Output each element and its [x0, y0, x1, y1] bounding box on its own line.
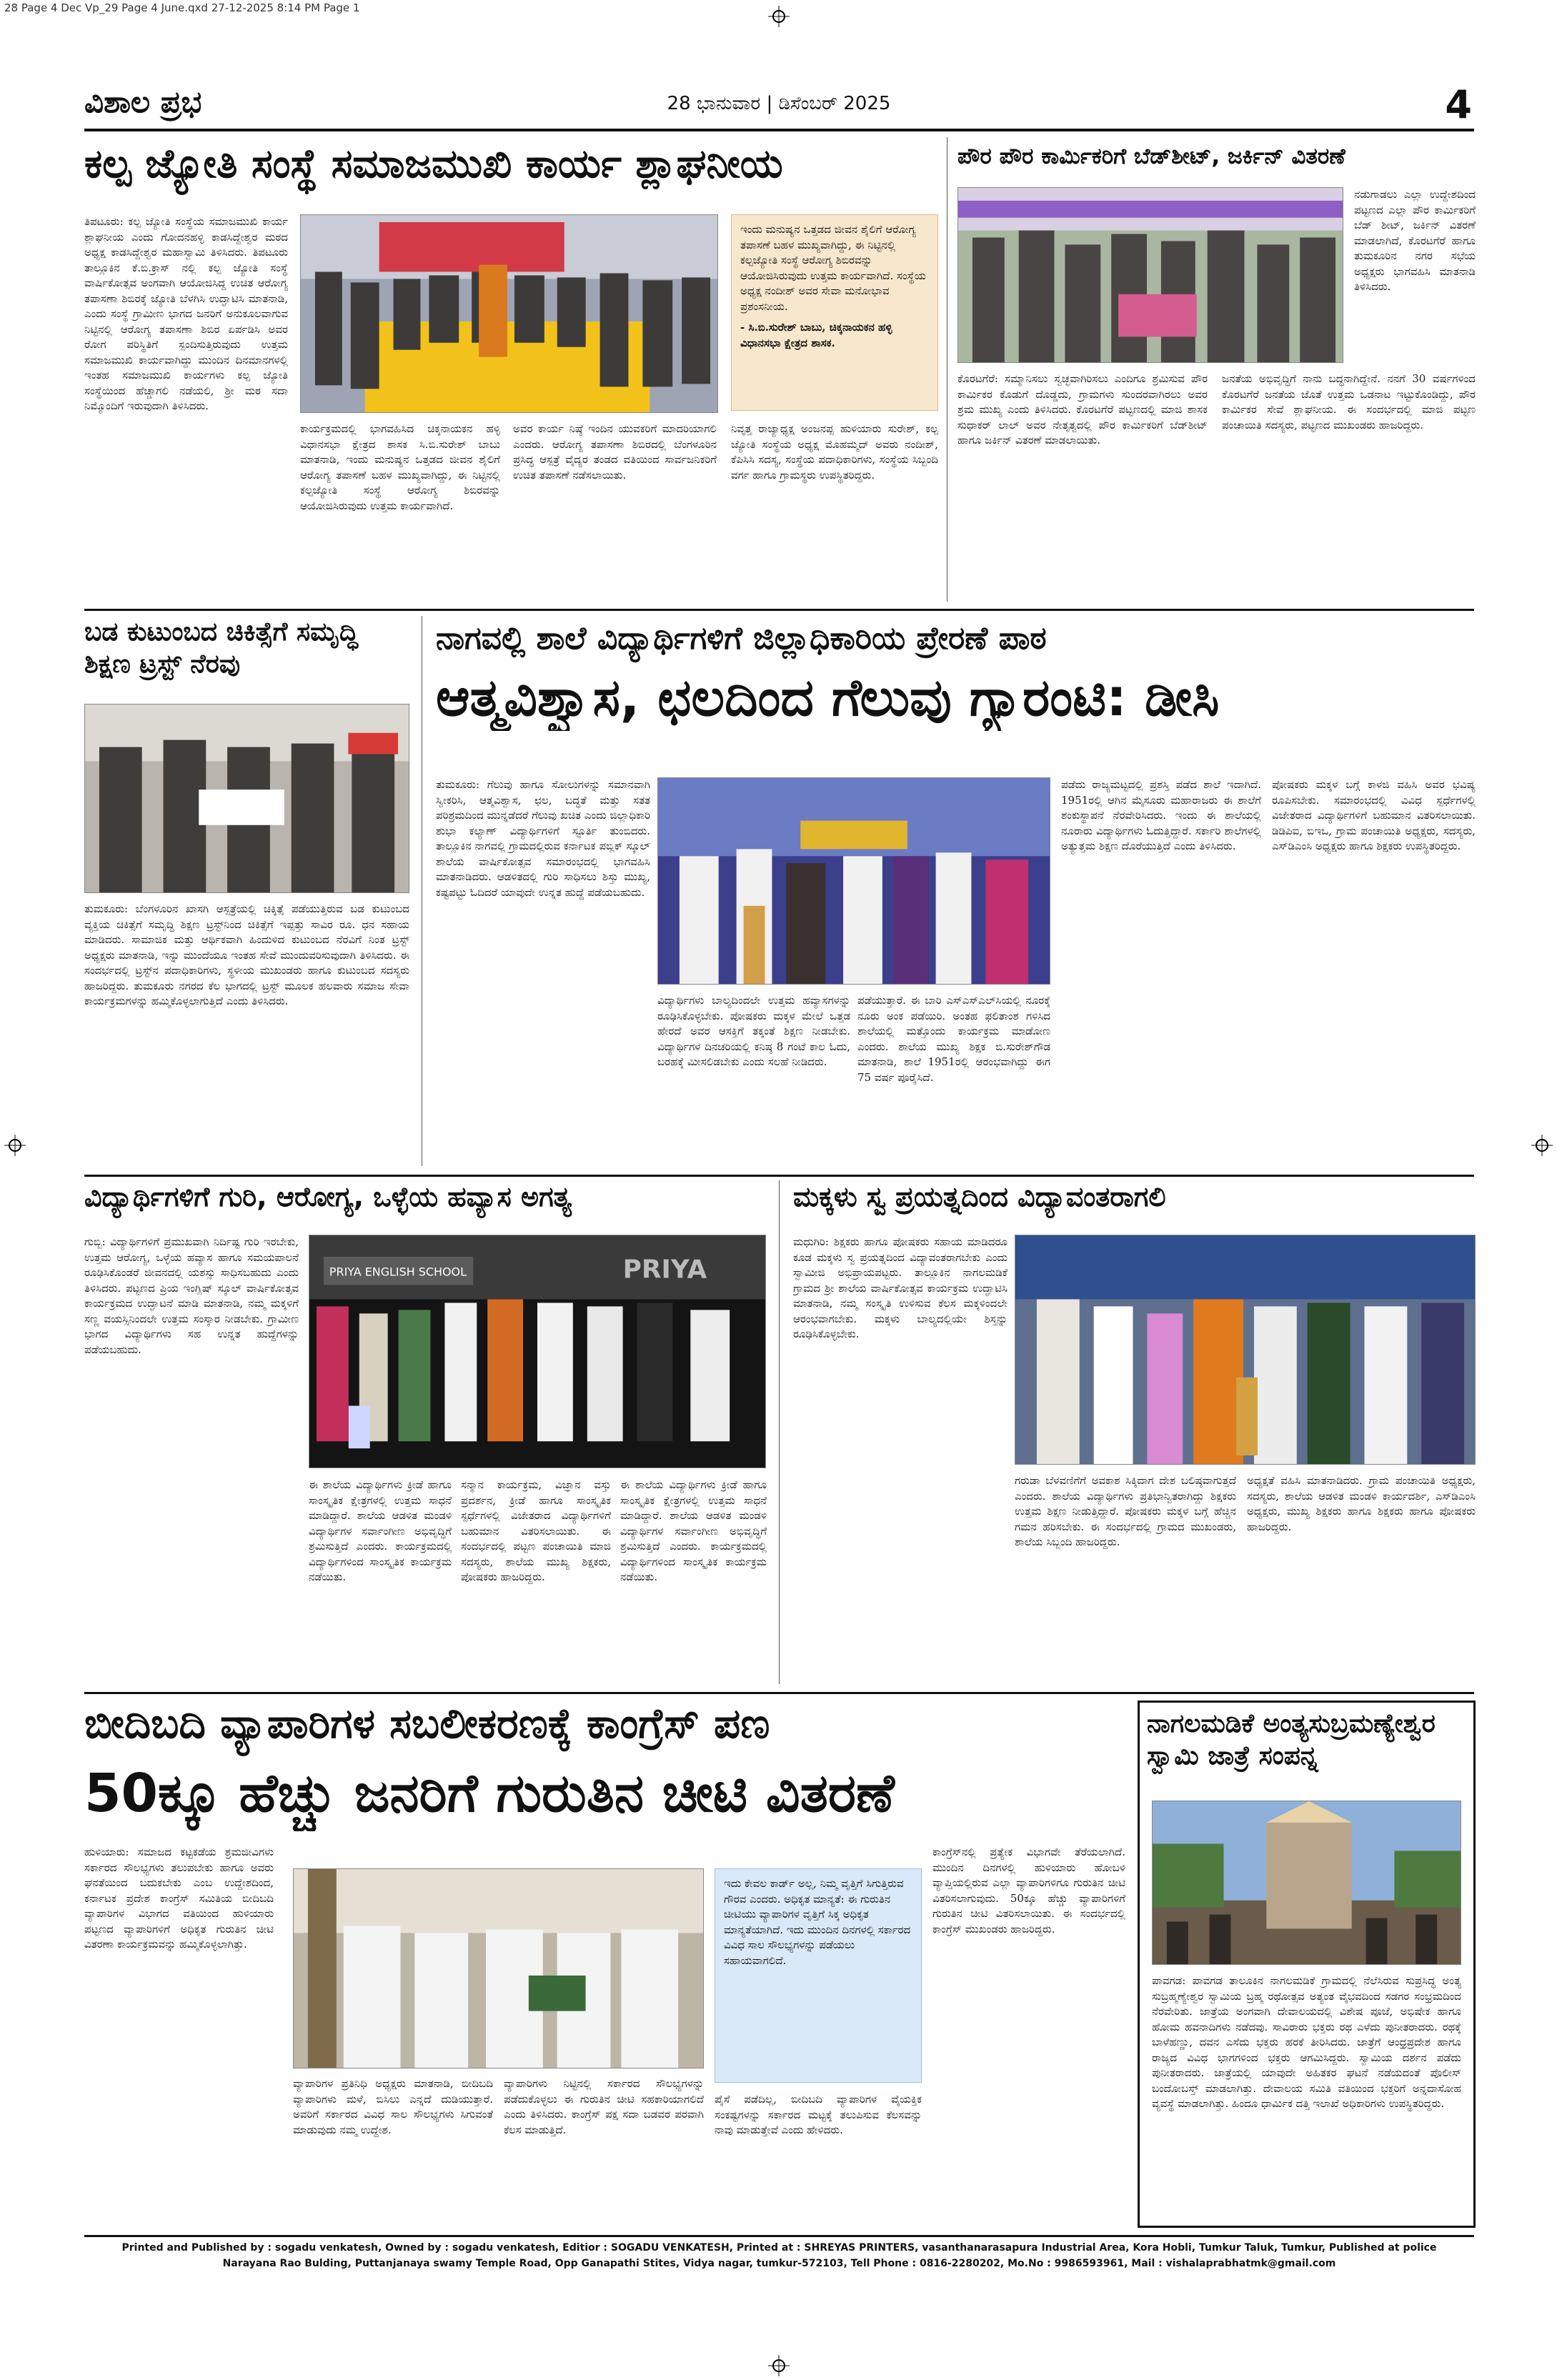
page-number: 4	[1445, 82, 1472, 127]
story8-photo	[1152, 1801, 1461, 1965]
story4-body-col4: ಪಡೆದು ರಾಜ್ಯಮಟ್ಟದಲ್ಲಿ ಪ್ರಶಸ್ತಿ ಪಡೆದ ಶಾಲೆ ಇದಾಗಿದೆ. 1951ರಲ್ಲಿ ಆಗಿನ ಮೈಸೂರು ಮಹಾರಾಜರು ಈ ಶಾಲೆಗೆ ಶಂಕುಸ್ಥಾಪನೆ ನೆರವೇರಿಸಿದರು. ಇಂದು ಈ ಶಾಲೆಯಲ್ಲಿ ನೂರಾರು ವಿದ್ಯಾರ್ಥಿಗಳು ಓದುತ್ತಿದ್ದಾರೆ. ಸರ್ಕಾರಿ ಶಾಲೆಗಳಲ್ಲಿ ಅತ್ಯುತ್ತಮ ಶಿಕ್ಷಣ ದೊರೆಯುತ್ತಿದೆ ಎಂದು ತಿಳಿಸಿದರು.	[1061, 778, 1261, 852]
story4-body-col5: ಪೋಷಕರು ಮಕ್ಕಳ ಬಗ್ಗೆ ಕಾಳಜಿ ವಹಿಸಿ ಅವರ ಭವಿಷ್ಯ ರೂಪಿಸಬೇಕು. ಸಮಾರಂಭದಲ್ಲಿ ವಿವಿಧ ಸ್ಪರ್ಧೆಗಳಲ್ಲಿ ವಿಜೇತರಾದ ವಿದ್ಯಾರ್ಥಿಗಳಿಗೆ ಬಹುಮಾನ ವಿತರಿಸಲಾಯಿತು. ಡಿಡಿಪಿಐ, ಬಿಇಒ, ಗ್ರಾಮ ಪಂಚಾಯಿತಿ ಅಧ್ಯಕ್ಷರು, ಸದಸ್ಯರು, ಎಸ್‌ಡಿಎಂಸಿ ಅಧ್ಯಕ್ಷರು ಹಾಗೂ ಶಿಕ್ಷಕರು ಉಪಸ್ಥಿತರಿದ್ದರು.	[1272, 778, 1476, 852]
registration-mark-icon	[4, 1135, 26, 1156]
story7-pull-quote: ಇದು ಕೇವಲ ಕಾರ್ಡ್ ಅಲ್ಲ, ನಿಮ್ಮ ವೃತ್ತಿಗೆ ಸಿಗುತ್ತಿರುವ ಗೌರವ ಎಂದರು. ಅಧಿಕೃತ ಮಾನ್ಯತೆ: ಈ ಗುರುತಿನ ಚೀಟಿಯು ವ್ಯಾಪಾರಿಗಳ ವೃತ್ತಿಗೆ ಸಿಕ್ಕ ಅಧಿಕೃತ ಮಾನ್ಯತೆಯಾಗಿದೆ. ಇದು ಮುಂದಿನ ದಿನಗಳಲ್ಲಿ ಸರ್ಕಾರದ ವಿವಿಧ ಸಾಲ ಸೌಲಭ್ಯಗಳನ್ನು ಪಡೆಯಲು ಸಹಾಯವಾಗಲಿದೆ.	[715, 1868, 922, 2083]
story7-body-col4: ಪೈಸೆ ಪಡೆದಿಲ್ಲ, ಬೀದಿಬದಿ ವ್ಯಾಪಾರಿಗಳ ವೈಯಕ್ತಿಕ ಸಂಕಷ್ಟಗಳನ್ನು ಸರ್ಕಾರದ ಮಟ್ಟಕ್ಕೆ ತಲುಪಿಸುವ ಕೆಲಸವನ್ನು ನಾವು ಮಾಡುತ್ತೇವೆ ಎಂದು ಹೇಳಿದರು.	[715, 2093, 922, 2136]
story7-headline: 50ಕ್ಕೂ ಹೆಚ್ಚು ಜನರಿಗೆ ಗುರುತಿನ ಚೀಟಿ ವಿತರಣೆ	[84, 1763, 895, 1824]
story5-body-col4: ಈ ಶಾಲೆಯ ವಿದ್ಯಾರ್ಥಿಗಳು ಕ್ರೀಡೆ ಹಾಗೂ ಸಾಂಸ್ಕೃತಿಕ ಕ್ಷೇತ್ರಗಳಲ್ಲಿ ಉತ್ತಮ ಸಾಧನೆ ಮಾಡಿದ್ದಾರೆ. ಶಾಲೆಯ ಆಡಳಿತ ಮಂಡಳಿ ವಿದ್ಯಾರ್ಥಿಗಳ ಸರ್ವಾಂಗೀಣ ಅಭಿವೃದ್ಧಿಗೆ ಶ್ರಮಿಸುತ್ತಿದೆ ಎಂದರು. ಕಾರ್ಯಕ್ರಮದಲ್ಲಿ ವಿದ್ಯಾರ್ಥಿಗಳಿಂದ ಸಾಂಸ್ಕೃತಿಕ ಕಾರ್ಯಕ್ರಮ ನಡೆಯಿತು.	[620, 1478, 767, 1583]
story3-headline: ಬಡ ಕುಟುಂಬದ ಚಿಕಿತ್ಸೆಗೆ ಸಮೃದ್ಧಿ ಶಿಕ್ಷಣ ಟ್ರಸ್ಟ್ ನೆರವು	[84, 617, 359, 679]
story6-body-col3: ಅಧ್ಯಕ್ಷತೆ ವಹಿಸಿ ಮಾತನಾಡಿದರು. ಗ್ರಾಮ ಪಂಚಾಯಿತಿ ಅಧ್ಯಕ್ಷರು, ಸದಸ್ಯರು, ಶಾಲೆಯ ಆಡಳಿತ ಮಂಡಳಿ ಕಾರ್ಯದರ್ಶಿ, ಎಸ್‌ಡಿಎಂಸಿ ಅಧ್ಯಕ್ಷರು, ಮುಖ್ಯ ಶಿಕ್ಷಕರು ಹಾಗೂ ಶಿಕ್ಷಕರು ಹಾಗೂ ಪೋಷಕರು ಹಾಜರಿದ್ದರು.	[1247, 1474, 1476, 1533]
story3-photo	[84, 704, 409, 893]
registration-mark-icon	[768, 2355, 790, 2376]
school-banner-label: PRIYA ENGLISH SCHOOL	[329, 1265, 467, 1279]
story8-headline: ನಾಗಲಮಡಿಕೆ ಅಂತ್ಯಸುಬ್ರಮಣ್ಯೇಶ್ವರ ಸ್ವಾಮಿ ಜಾತ್ರೆ ಸಂಪನ್ನ	[1147, 1709, 1436, 1771]
print-slug: 28 Page 4 Dec Vp_29 Page 4 June.qxd 27-12-2025 8:14 PM Page 1	[4, 1, 360, 14]
story8-body: ಪಾವಗಡ: ಪಾವಗಡ ತಾಲೂಕಿನ ನಾಗಲಮಡಿಕೆ ಗ್ರಾಮದಲ್ಲಿ ನೆಲೆಸಿರುವ ಸುಪ್ರಸಿದ್ಧ ಅಂತ್ಯ ಸುಬ್ರಹ್ಮಣ್ಯೇಶ್ವರ ಸ್ವಾಮಿಯ ಬ್ರಹ್ಮ ರಥೋತ್ಸವ ಅತ್ಯಂತ ವೈಭವದಿಂದ ಸಡಗರ ಸಂಭ್ರಮದಿಂದ ನೆರವೇರಿತು. ಜಾತ್ರೆಯ ಅಂಗವಾಗಿ ದೇವಾಲಯದಲ್ಲಿ ವಿಶೇಷ ಪೂಜೆ, ಅಭಿಷೇಕ ಹಾಗೂ ಹೋಮ ಹವನಾದಿಗಳು ನಡೆದವು. ಸಾವಿರಾರು ಭಕ್ತರು ರಥ ಎಳೆದು ಪುನೀತರಾದರು. ರಥಕ್ಕೆ ಬಾಳೆಹಣ್ಣು, ದವನ ಎಸೆದು ಭಕ್ತರು ಹರಕೆ ತೀರಿಸಿದರು. ಜಾತ್ರೆಗೆ ಆಂಧ್ರಪ್ರದೇಶ ಹಾಗೂ ರಾಜ್ಯದ ವಿವಿಧ ಭಾಗಗಳಿಂದ ಭಕ್ತರು ಆಗಮಿಸಿದ್ದರು. ಸ್ವಾಮಿಯ ದರ್ಶನ ಪಡೆದು ಪುನೀತರಾದರು. ಜಾತ್ರೆಯಲ್ಲಿ ಯಾವುದೇ ಅಹಿತಕರ ಘಟನೆ ನಡೆಯದಂತೆ ಪೊಲೀಸ್ ಬಂದೋಬಸ್ತ್ ಮಾಡಲಾಗಿತ್ತು. ದೇವಾಲಯ ಸಮಿತಿ ವತಿಯಿಂದ ಭಕ್ತರಿಗೆ ಅನ್ನದಾಸೋಹ ವ್ಯವಸ್ಥೆ ಮಾಡಲಾಗಿತ್ತು. ಹಿಂದೂ ಧಾರ್ಮಿಕ ದತ್ತಿ ಇಲಾಖೆ ಅಧಿಕಾರಿಗಳು ಉಪಸ್ಥಿತರಿದ್ದರು.	[1152, 1974, 1461, 2110]
story7-body-col3: ವ್ಯಾಪಾರಿಗಳು ನಿಟ್ಟಿನಲ್ಲಿ ಸರ್ಕಾರದ ಸೌಲಭ್ಯಗಳನ್ನು ಪಡೆದುಕೊಳ್ಳಲು ಈ ಗುರುತಿನ ಚೀಟಿ ಸಹಕಾರಿಯಾಗಲಿದೆ ಎಂದು ತಿಳಿಸಿದರು. ಕಾಂಗ್ರೆಸ್ ಪಕ್ಷ ಸದಾ ಬಡವರ ಪರವಾಗಿ ಕೆಲಸ ಮಾಡುತ್ತಿದೆ.	[504, 2077, 704, 2136]
story6-headline: ಮಕ್ಕಳು ಸ್ವ ಪ್ರಯತ್ನದಿಂದ ವಿದ್ಯಾವಂತರಾಗಲಿ	[793, 1181, 1166, 1213]
imprint-line-1: Printed and Published by : sogadu venkatesh, Owned by : sogadu venkatesh, Editior : SOGADU VENKATESH, Printed at : SHREYAS PRINTERS, vasanthanarasapura Industrial Area, Kora Hobli, Tumkur Taluk, Tumkur, Published at police	[121, 2242, 1437, 2254]
stage-sign-label: PRIYA	[622, 1255, 707, 1285]
story1-body-col4: ನಿವೃತ್ತ ರಾಜ್ಯಾಧ್ಯಕ್ಷ ಅಂಜನಪ್ಪ ಹುಳಿಯಾರು ಸುರೇಶ್, ಕಲ್ಪ ಜ್ಯೋತಿ ಸಂಸ್ಥೆಯ ಅಧ್ಯಕ್ಷ ಮೊಹಮ್ಮದ್ ಅವರು ನಂದೀಶ್, ಕೆಪಿಸಿಸಿ ಸದಸ್ಯ, ಸಂಸ್ಥೆಯ ಪದಾಧಿಕಾರಿಗಳು, ಸಂಸ್ಥೆಯ ಸಿಬ್ಬಂದಿ ವರ್ಗ ಹಾಗೂ ಗ್ರಾಮಸ್ಥರು ಉಪಸ್ಥಿತರಿದ್ದರು.	[731, 422, 938, 482]
footer-rule	[84, 2235, 1474, 2237]
story4-photo	[657, 777, 1050, 985]
section-rule	[84, 609, 1474, 611]
story7-photo	[293, 1868, 704, 2068]
story5-photo	[309, 1235, 766, 1468]
story2-body-col2: ಜನತೆಯ ಅಭಿವೃದ್ಧಿಗೆ ನಾನು ಬದ್ಧನಾಗಿದ್ದೇನೆ. ನನಗೆ 30 ವರ್ಷಗಳಿಂದ ಕೊರಟಗೆರೆ ಜನತೆಯ ಜೊತೆ ಉತ್ತಮ ಒಡನಾಟ ಇಟ್ಟುಕೊಂಡಿದ್ದು, ಪೌರ ಕಾರ್ಮಿಕರ ಸೇವೆ ಶ್ಲಾಘನೀಯ. ಈ ಸಂದರ್ಭದಲ್ಲಿ ಮಾಜಿ ಪಟ್ಟಣ ಪಂಚಾಯಿತಿ ಸದಸ್ಯರು, ಪಟ್ಟಣದ ಮುಖಂಡರು ಹಾಜರಿದ್ದರು.	[1222, 372, 1476, 432]
story2-body-col1: ಕೊರಟಗೆರೆ: ಸಮ್ಮಾನಿಸಲು ಸ್ವಚ್ಛವಾಗಿರಿಸಲು ಎಂದಿಗೂ ಶ್ರಮಿಸುವ ಪೌರ ಕಾರ್ಮಿಕರ ಕೊಡುಗೆ ದೊಡ್ಡದು, ಗ್ರಾಮಗಳು ಸುಂದರವಾಗಿರಲು ಅವರ ಶ್ರಮ ಮುಖ್ಯ ಎಂದು ತಿಳಿಸಿದರು. ಕೊರಟಗೆರೆ ಪಟ್ಟಣದಲ್ಲಿ ಮಾಜಿ ಶಾಸಕ ಸುಧಾಕರ್ ಲಾಲ್ ಅವರ ನೇತೃತ್ವದಲ್ಲಿ ಪೌರ ಕಾರ್ಮಿಕರಿಗೆ ಬೆಡ್‌ಶೀಟ್ ಹಾಗೂ ಜರ್ಕಿನ್ ವಿತರಣೆ ಮಾಡಲಾಯಿತು.	[957, 372, 1208, 447]
story6-body-col2: ಗರುಡಾ ಬೆಳವಣಿಗೆಗೆ ಅವಕಾಶ ಸಿಕ್ಕಿದಾಗ ದೇಶ ಬಲಿಷ್ಠವಾಗುತ್ತದೆ ಎಂದರು. ಶಾಲೆಯ ವಿದ್ಯಾರ್ಥಿಗಳು ಪ್ರತಿಭಾನ್ವಿತರಾಗಿದ್ದು ಶಿಕ್ಷಕರು ಉತ್ತಮ ಶಿಕ್ಷಣ ನೀಡುತ್ತಿದ್ದಾರೆ. ಪೋಷಕರು ಮಕ್ಕಳ ಬಗ್ಗೆ ಹೆಚ್ಚಿನ ಗಮನ ಹರಿಸಬೇಕು. ಈ ಸಂದರ್ಭದಲ್ಲಿ ಗ್ರಾಮದ ಮುಖಂಡರು, ಶಾಲೆಯ ಸಿಬ್ಬಂದಿ ಹಾಜರಿದ್ದರು.	[1015, 1474, 1236, 1548]
story7-body-col2: ವ್ಯಾಪಾರಿಗಳ ಪ್ರತಿನಿಧಿ ಅಧ್ಯಕ್ಷರು ಮಾತನಾಡಿ, ಬೀದಿಬದಿ ವ್ಯಾಪಾರಿಗಳು ಮಳೆ, ಬಿಸಿಲು ಎನ್ನದೆ ದುಡಿಯುತ್ತಾರೆ. ಅವರಿಗೆ ಸರ್ಕಾರದ ವಿವಿಧ ಸಾಲ ಸೌಲಭ್ಯಗಳು ಸಿಗುವಂತೆ ಮಾಡುವುದು ನಮ್ಮ ಉದ್ದೇಶ.	[293, 2077, 493, 2136]
masthead-logo: ವಿಶಾಲ ಪ್ರಭ	[84, 84, 202, 119]
story1-body-col3: ಅವರ ಕಾರ್ಯ ನಿಷ್ಠೆ ಇಂದಿನ ಯುವಕರಿಗೆ ಮಾದರಿಯಾಗಲಿ ಎಂದರು. ಆರೋಗ್ಯ ತಪಾಸಣಾ ಶಿಬಿರದಲ್ಲಿ ಬೆಂಗಳೂರಿನ ಪ್ರಸಿದ್ಧ ಆಸ್ಪತ್ರೆ ವೈದ್ಯರ ತಂಡದ ವತಿಯಿಂದ ಸಾರ್ವಜನಿಕರಿಗೆ ಉಚಿತ ತಪಾಸಣೆ ನಡೆಸಲಾಯಿತು.	[513, 422, 717, 482]
story4-body-col3: ಪಡೆಯುತ್ತಾರೆ. ಈ ಬಾರಿ ಎಸ್‌ಎಸ್‌ಎಲ್‌ಸಿಯಲ್ಲಿ ನೂರಕ್ಕೆ ನೂರು ಅಂಕ ಪಡೆಯಿರಿ. ಅಂತಹ ಫಲಿತಾಂಶ ಗಳಿಸಿದ ಶಾಲೆಯಲ್ಲಿ ಮತ್ತೊಂದು ಕಾರ್ಯಕ್ರಮ ಮಾಡೋಣ ಎಂದರು. ಶಾಲೆಯ ಮುಖ್ಯ ಶಿಕ್ಷಕ ಬಿ.ಸುರೇಶ್‌ಗೌಡ ಮಾತನಾಡಿ, ಶಾಲೆ 1951ರಲ್ಲಿ ಆರಂಭವಾಗಿದ್ದು ಈಗ 75 ವರ್ಷ ಪೂರೈಸಿದೆ.	[857, 994, 1050, 1084]
story2-body-right: ನಡುಗಾಡಲು ಎಲ್ಲಾ ಉದ್ದೇಶದಿಂದ ಪಟ್ಟಣದ ಎಲ್ಲಾ ಪೌರ ಕಾರ್ಮಿಕರಿಗೆ ಬೆಡ್ ಶೀಟ್, ಜರ್ಕಿನ್ ವಿತರಣೆ ಮಾಡಲಾಗಿದೆ, ಕೊರಟಗೆರೆ ಹಾಗೂ ತುಮಕೂರಿನ ನಗರ ಸಭೆಯ ಅಧ್ಯಕ್ಷರು ಭಾಗವಹಿಸಿ ಮಾತನಾಡಿ ತಿಳಿಸಿದರು.	[1354, 188, 1476, 293]
story5-headline: ವಿದ್ಯಾರ್ಥಿಗಳಿಗೆ ಗುರಿ, ಆರೋಗ್ಯ, ಒಳ್ಳೆಯ ಹವ್ಯಾಸ ಅಗತ್ಯ	[84, 1181, 572, 1213]
pull-quote-credit: - ಸಿ.ಬಿ.ಸುರೇಶ್ ಬಾಬು, ಚಿಕ್ಕನಾಯಕನ ಹಳ್ಳಿ ವಿಧಾನಸಭಾ ಕ್ಷೇತ್ರದ ಶಾಸಕ.	[740, 321, 892, 349]
story1-body-col1: ತಿಪಟೂರು: ಕಲ್ಪ ಜ್ಯೋತಿ ಸಂಸ್ಥೆಯ ಸಮಾಜಮುಖಿ ಕಾರ್ಯ ಶ್ಲಾಘನೀಯ ಎಂದು ಗೋದನಹಳ್ಳಿ ಕಾಡಸಿದ್ದೇಶ್ವರ ಮಠದ ಅಧ್ಯಕ್ಷ ಕಾಡಸಿದ್ದೇಶ್ವರ ಮಹಾಸ್ವಾಮಿ ತಿಳಿಸಿದರು. ತಿಪಟೂರು ತಾಲ್ಲೂಕಿನ ಕೆ.ಬಿ.ಕ್ರಾಸ್ ನಲ್ಲಿ ಕಲ್ಪ ಜ್ಯೋತಿ ಸಂಸ್ಥೆ ವಾರ್ಷಿಕೋತ್ಸವ ಅಂಗವಾಗಿ ಆಯೋಜಿಸಿದ್ದ ಉಚಿತ ಆರೋಗ್ಯ ತಪಾಸಣಾ ಶಿಬಿರಕ್ಕೆ ಜ್ಯೋತಿ ಬೆಳಗಿಸಿ ಉದ್ಘಾಟಿಸಿ ಮಾತನಾಡಿ, ಎಂದು ಸಂಸ್ಥೆ ಗ್ರಾಮೀಣ ಭಾಗದ ಜನರಿಗೆ ಅನುಕೂಲವಾಗುವ ನಿಟ್ಟಿನಲ್ಲಿ ಆರೋಗ್ಯ ತಪಾಸಣಾ ಶಿಬಿರ ಏರ್ಪಡಿಸಿ ಅವರ ರೋಗ ಪರಿಸ್ಥಿತಿಗೆ ಸ್ಪಂದಿಸುತ್ತಿರುವುದು ಉತ್ತಮ ಸಮಾಜಮುಖಿ ಕಾರ್ಯವಾಗಿದ್ದು ಮುಂದಿನ ದಿನಮಾನಗಳಲ್ಲಿ ಇಂತಹ ಸಮಾಜಮುಖಿ ಕಾರ್ಯಗಳು ಕಲ್ಪ ಜ್ಯೋತಿ ಸಂಸ್ಥೆಯಿಂದ ಹೆಚ್ಚಾಗಲಿ ನಡೆಯಲಿ, ಶ್ರೀ ಮಠ ಸದಾ ನಿಮ್ಮೊಂದಿಗೆ ಇರುವುದಾಗಿ ತಿಳಿಸಿದರು.	[84, 215, 288, 412]
story1-pull-quote	[731, 214, 938, 411]
story6-photo	[1015, 1235, 1476, 1465]
page-date: 28 ಭಾನುವಾರ | ಡಿಸೆಂಬರ್ 2025	[667, 93, 891, 114]
column-divider	[779, 1180, 780, 1684]
story5-body-col2: ಈ ಶಾಲೆಯ ವಿದ್ಯಾರ್ಥಿಗಳು ಕ್ರೀಡೆ ಹಾಗೂ ಸಾಂಸ್ಕೃತಿಕ ಕ್ಷೇತ್ರಗಳಲ್ಲಿ ಉತ್ತಮ ಸಾಧನೆ ಮಾಡಿದ್ದಾರೆ. ಶಾಲೆಯ ಆಡಳಿತ ಮಂಡಳಿ ವಿದ್ಯಾರ್ಥಿಗಳ ಸರ್ವಾಂಗೀಣ ಅಭಿವೃದ್ಧಿಗೆ ಶ್ರಮಿಸುತ್ತಿದೆ ಎಂದರು. ಕಾರ್ಯಕ್ರಮದಲ್ಲಿ ವಿದ್ಯಾರ್ಥಿಗಳಿಂದ ಸಾಂಸ್ಕೃತಿಕ ಕಾರ್ಯಕ್ರಮ ನಡೆಯಿತು.	[309, 1478, 452, 1583]
story7-kicker: ಬೀದಿಬದಿ ವ್ಯಾಪಾರಿಗಳ ಸಬಲೀಕರಣಕ್ಕೆ ಕಾಂಗ್ರೆಸ್ ಪಣ	[84, 1699, 770, 1748]
story4-body-col1: ತುಮಕೂರು: ಗೆಲುವು ಹಾಗೂ ಸೋಲುಗಳನ್ನು ಸಮಾನವಾಗಿ ಸ್ವೀಕರಿಸಿ, ಆತ್ಮವಿಶ್ವಾಸ, ಛಲ, ಬದ್ಧತೆ ಮತ್ತು ಸತತ ಪರಿಶ್ರಮದಿಂದ ಮುನ್ನಡೆದರೆ ಗೆಲುವು ಖಚಿತ ಎಂದು ಜಿಲ್ಲಾಧಿಕಾರಿ ಶುಭಾ ಕಲ್ಯಾಣ್ ವಿದ್ಯಾರ್ಥಿಗಳಿಗೆ ಸ್ಫೂರ್ತಿ ತುಂಬಿದರು. ತಾಲ್ಲೂಕಿನ ನಾಗವಲ್ಲಿ ಗ್ರಾಮದಲ್ಲಿರುವ ಕರ್ನಾಟಕ ಪಬ್ಲಿಕ್ ಸ್ಕೂಲ್ ಶಾಲೆಯ ವಾರ್ಷಿಕೋತ್ಸವ ಸಮಾರಂಭದಲ್ಲಿ ಭಾಗವಹಿಸಿ ಮಾತನಾಡಿದರು. ಆಡಳಿತದಲ್ಲಿ ಗುರಿ ಸಾಧಿಸಲು ಶಿಸ್ತು ಮುಖ್ಯ, ಕಷ್ಟಪಟ್ಟು ಓದಿದರೆ ಯಾವುದೇ ಉನ್ನತ ಹುದ್ದೆ ಪಡೆಯಬಹುದು.	[436, 778, 650, 899]
section-rule	[84, 1692, 1474, 1694]
story2-headline: ಪೌರ ಪೌರ ಕಾರ್ಮಿಕರಿಗೆ ಬೆಡ್‌ಶೀಟ್, ಜರ್ಕಿನ್ ವಿತರಣೆ	[957, 144, 1345, 169]
registration-mark-icon	[1531, 1135, 1553, 1156]
story7-body-col1: ಹುಳಿಯಾರು: ಸಮಾಜದ ಕಟ್ಟಕಡೆಯ ಶ್ರಮಜೀವಿಗಳು ಸರ್ಕಾರದ ಸೌಲಭ್ಯಗಳು ತಲುಪಬೇಕು ಹಾಗೂ ಅವರು ಘನತೆಯಿಂದ ಬದುಕಬೇಕು ಎಂಬ ಉದ್ದೇಶದಿಂದ, ಕರ್ನಾಟಕ ಪ್ರದೇಶ ಕಾಂಗ್ರೆಸ್ ಸಮಿತಿಯ ಬೀದಿಬದಿ ವ್ಯಾಪಾರಿಗಳ ವಿಭಾಗದ ವತಿಯಿಂದ ಹುಳಿಯಾರು ಪಟ್ಟಣದ ವ್ಯಾಪಾರಿಗಳಿಗೆ ಅಧಿಕೃತ ಗುರುತಿನ ಚೀಟಿ ವಿತರಣಾ ಕಾರ್ಯಕ್ರಮವನ್ನು ಹಮ್ಮಿಕೊಳ್ಳಲಾಗಿತ್ತು.	[84, 1846, 274, 1951]
story2-photo	[957, 187, 1343, 363]
story4-headline: ಆತ್ಮವಿಶ್ವಾಸ, ಛಲದಿಂದ ಗೆಲುವು ಗ್ಯಾರಂಟಿ: ಡೀಸಿ	[436, 668, 1220, 727]
story7-body-col5: ಕಾಂಗ್ರೆಸ್‌ನಲ್ಲಿ ಪ್ರತ್ಯೇಕ ವಿಭಾಗವೇ ತೆರೆಯಲಾಗಿದೆ. ಮುಂದಿನ ದಿನಗಳಲ್ಲಿ ಹುಳಿಯಾರು ಹೋಬಳಿ ವ್ಯಾಪ್ತಿಯಲ್ಲಿರುವ ಎಲ್ಲಾ ವ್ಯಾಪಾರಿಗಳಿಗೂ ಗುರುತಿನ ಚೀಟಿ ವಿತರಿಸಲಾಗುವುದು. 50ಕ್ಕೂ ಹೆಚ್ಚು ವ್ಯಾಪಾರಿಗಳಿಗೆ ಗುರುತಿನ ಚೀಟಿ ವಿತರಿಸಲಾಯಿತು. ಈ ಸಂದರ್ಭದಲ್ಲಿ ಕಾಂಗ್ರೆಸ್ ಮುಖಂಡರು ಹಾಜರಿದ್ದರು.	[932, 1846, 1125, 1936]
masthead-rule	[84, 129, 1474, 131]
story3-body: ತುಮಕೂರು: ಬೆಂಗಳೂರಿನ ಖಾಸಗಿ ಆಸ್ಪತ್ರೆಯಲ್ಲಿ ಚಿಕ್ಕಿತ್ಸೆ ಪಡೆಯುತ್ತಿರುವ ಬಡ ಕುಟುಂಬದ ವ್ಯಕ್ತಿಯ ಚಿಕಿತ್ಸೆಗೆ ಸಮೃದ್ಧಿ ಶಿಕ್ಷಣ ಟ್ರಸ್ಟ್‌ನಿಂದ ಚಿಕಿತ್ಸೆಗೆ ಇಪ್ಪತ್ತು ಸಾವಿರ ರೂ. ಧನ ಸಹಾಯ ಮಾಡಿದರು. ಸಾಮಾಜಿಕ ಮತ್ತು ಆರ್ಥಿಕವಾಗಿ ಹಿಂದುಳಿದ ಕುಟುಂಬದ ನೆರವಿಗೆ ನಿಂತ ಟ್ರಸ್ಟ್ ಅಧ್ಯಕ್ಷರು ಮಾತನಾಡಿ, ಇನ್ನು ಮುಂದೆಯೂ ಇಂತಹ ಸೇವೆ ಮುಂದುವರಿಸುವುದಾಗಿ ತಿಳಿಸಿದರು. ಈ ಸಂದರ್ಭದಲ್ಲಿ ಟ್ರಸ್ಟ್‌ನ ಪದಾಧಿಕಾರಿಗಳು, ಸ್ಥಳೀಯ ಮುಖಂಡರು ಹಾಗೂ ಕುಟುಂಬದ ಸದಸ್ಯರು ಹಾಜರಿದ್ದರು. ತುಮಕೂರು ನಗರದ ಕೆಲ ಭಾಗದಲ್ಲಿ ಟ್ರಸ್ಟ್ ಮೂಲಕ ಹಲವಾರು ಸಮಾಜ ಸೇವಾ ಕಾರ್ಯಕ್ರಮಗಳನ್ನು ಹಮ್ಮಿಕೊಳ್ಳಲಾಗುತ್ತಿದೆ ಎಂದು ತಿಳಿಸಿದರು.	[84, 902, 409, 1007]
story5-body-col3: ಸನ್ಮಾನ ಕಾರ್ಯಕ್ರಮ, ವಿಜ್ಞಾನ ವಸ್ತು ಪ್ರದರ್ಶನ, ಕ್ರೀಡೆ ಹಾಗೂ ಸಾಂಸ್ಕೃತಿಕ ಸ್ಪರ್ಧೆಗಳಲ್ಲಿ ವಿಜೇತರಾದ ವಿದ್ಯಾರ್ಥಿಗಳಿಗೆ ಬಹುಮಾನ ವಿತರಿಸಲಾಯಿತು. ಈ ಸಂದರ್ಭದಲ್ಲಿ ಪಟ್ಟಣ ಪಂಚಾಯಿತಿ ಮಾಜಿ ಸದಸ್ಯರು, ಶಾಲೆಯ ಮುಖ್ಯ ಶಿಕ್ಷಕರು, ಪೋಷಕರು ಹಾಜರಿದ್ದರು.	[461, 1478, 611, 1583]
story4-body-col2: ವಿದ್ಯಾರ್ಥಿಗಳು ಬಾಲ್ಯದಿಂದಲೇ ಉತ್ತಮ ಹವ್ಯಾಸಗಳನ್ನು ರೂಢಿಸಿಕೊಳ್ಳಬೇಕು. ಪೋಷಕರು ಮಕ್ಕಳ ಮೇಲೆ ಒತ್ತಡ ಹೇರದೆ ಅವರ ಆಸಕ್ತಿಗೆ ತಕ್ಕಂತೆ ಶಿಕ್ಷಣ ನೀಡಬೇಕು. ವಿದ್ಯಾರ್ಥಿಗಳ ದಿನಚರಿಯಲ್ಲಿ ಕನಿಷ್ಠ 8 ಗಂಟೆ ಕಾಲ ಓದು, ಬರಹಕ್ಕೆ ಮೀಸಲಿಡಬೇಕು ಎಂದು ಸಲಹೆ ನೀಡಿದರು.	[657, 994, 850, 1068]
section-rule	[84, 1175, 1474, 1177]
story1-headline: ಕಲ್ಪ ಜ್ಯೋತಿ ಸಂಸ್ಥೆ ಸಮಾಜಮುಖಿ ಕಾರ್ಯ ಶ್ಲಾಘನೀಯ	[84, 141, 783, 187]
story5-body-col1: ಗುಬ್ಬಿ: ವಿದ್ಯಾರ್ಥಿಗಳಿಗೆ ಪ್ರಮುಖವಾಗಿ ನಿರ್ದಿಷ್ಟ ಗುರಿ ಇರಬೇಕು, ಉತ್ತಮ ಆರೋಗ್ಯ, ಒಳ್ಳೆಯ ಹವ್ಯಾಸ ಹಾಗೂ ಸಮಯಪಾಲನೆ ರೂಢಿಸಿಕೊಂಡರೆ ಜೀವನದಲ್ಲಿ ಯಶಸ್ಸು ಸಾಧಿಸಬಹುದು ಎಂದು ತಿಳಿಸಿದರು. ಪಟ್ಟಣದ ಪ್ರಿಯ ಇಂಗ್ಲಿಷ್ ಸ್ಕೂಲ್ ವಾರ್ಷಿಕೋತ್ಸವ ಕಾರ್ಯಕ್ರಮದ ಉದ್ಘಾಟನೆ ಮಾಡಿ ಮಾತನಾಡಿ, ನಮ್ಮ ಮಕ್ಕಳಿಗೆ ಸಣ್ಣ ವಯಸ್ಸಿನಿಂದಲೇ ಉತ್ತಮ ಸಂಸ್ಕಾರ ನೀಡಬೇಕು. ಗ್ರಾಮೀಣ ಭಾಗದ ವಿದ್ಯಾರ್ಥಿಗಳು ಸಹ ಉನ್ನತ ಹುದ್ದೆಗಳನ್ನು ಪಡೆಯಬಹುದು.	[84, 1235, 299, 1356]
story1-photo	[300, 214, 718, 413]
pull-quote-text: ಇಂದು ಮನುಷ್ಯನ ಒತ್ತಡದ ಜೀವನ ಶೈಲಿಗೆ ಆರೋಗ್ಯ ತಪಾಸಣೆ ಬಹಳ ಮುಖ್ಯವಾಗಿದ್ದು, ಈ ನಿಟ್ಟಿನಲ್ಲಿ ಕಲ್ಪಜ್ಯೋತಿ ಸಂಸ್ಥೆ ಆರೋಗ್ಯ ಶಿಬಿರವನ್ನು ಆಯೋಜಿಸಿರುವುದು ಉತ್ತಮ ಕಾರ್ಯವಾಗಿದೆ. ಸಂಸ್ಥೆಯ ಅಧ್ಯಕ್ಷ ನಂದೀಶ್ ಅವರ ಸೇವಾ ಮನೋಭಾವ ಪ್ರಶಂಸನೀಯ.	[740, 223, 926, 313]
registration-mark-icon	[768, 6, 790, 27]
imprint-line-2: Narayana Rao Bulding, Puttanjanaya swamy Temple Road, Opp Ganapathi Stites, Vidya nagar, tumkur-572103, Tell Phone : 0816-2280202, Mo.No : 9986593961, Mail : vishalaprabhatmk@gmail.com	[222, 2258, 1336, 2269]
story6-body-col1: ಮಧುಗಿರಿ: ಶಿಕ್ಷಕರು ಹಾಗೂ ಪೋಷಕರು ಸಹಾಯ ಮಾಡಿದರೂ ಕೂಡ ಮಕ್ಕಳು ಸ್ವ ಪ್ರಯತ್ನದಿಂದ ವಿದ್ಯಾವಂತರಾಗಬೇಕು ಎಂದು ಸ್ವಾಮೀಜಿ ಅಭಿಪ್ರಾಯಪಟ್ಟರು. ತಾಲ್ಲೂಕಿನ ನಾಗಲಮಡಿಕೆ ಗ್ರಾಮದ ಶ್ರೀ ಶಾಲೆಯ ವಾರ್ಷಿಕೋತ್ಸವ ಕಾರ್ಯಕ್ರಮ ಉದ್ಘಾಟಿಸಿ ಮಾತನಾಡಿ, ನಮ್ಮ ಸಂಸ್ಕೃತಿ ಉಳಿಸುವ ಕೆಲಸ ಮಕ್ಕಳಿಂದಲೇ ಆರಂಭವಾಗಬೇಕು. ಮಕ್ಕಳು ಬಾಲ್ಯದಲ್ಲಿಯೇ ಶಿಸ್ತನ್ನು ರೂಢಿಸಿಕೊಳ್ಳಬೇಕು.	[793, 1235, 1008, 1340]
story1-body-col2: ಕಾರ್ಯಕ್ರಮದಲ್ಲಿ ಭಾಗವಹಿಸಿದ ಚಿಕ್ಕನಾಯಕನ ಹಳ್ಳಿ ವಿಧಾನಸಭಾ ಕ್ಷೇತ್ರದ ಶಾಸಕ ಸಿ.ಬಿ.ಸುರೇಶ್ ಬಾಬು ಮಾತನಾಡಿ, ಇಂದು ಮನುಷ್ಯನ ಒತ್ತಡದ ಜೀವನ ಶೈಲಿಗೆ ಆರೋಗ್ಯ ತಪಾಸಣೆ ಬಹಳ ಮುಖ್ಯವಾಗಿದ್ದು, ಈ ನಿಟ್ಟಿನಲ್ಲಿ ಕಲ್ಪಜ್ಯೋತಿ ಸಂಸ್ಥೆ ಆರೋಗ್ಯ ಶಿಬಿರವನ್ನು ಆಯೋಜಿಸಿರುವುದು ಉತ್ತಮ ಕಾರ್ಯವಾಗಿದೆ.	[300, 422, 500, 512]
story4-kicker: ನಾಗವಲ್ಲಿ ಶಾಲೆ ವಿದ್ಯಾರ್ಥಿಗಳಿಗೆ ಜಿಲ್ಲಾಧಿಕಾರಿಯ ಪ್ರೇರಣೆ ಪಾಠ	[436, 620, 1047, 657]
